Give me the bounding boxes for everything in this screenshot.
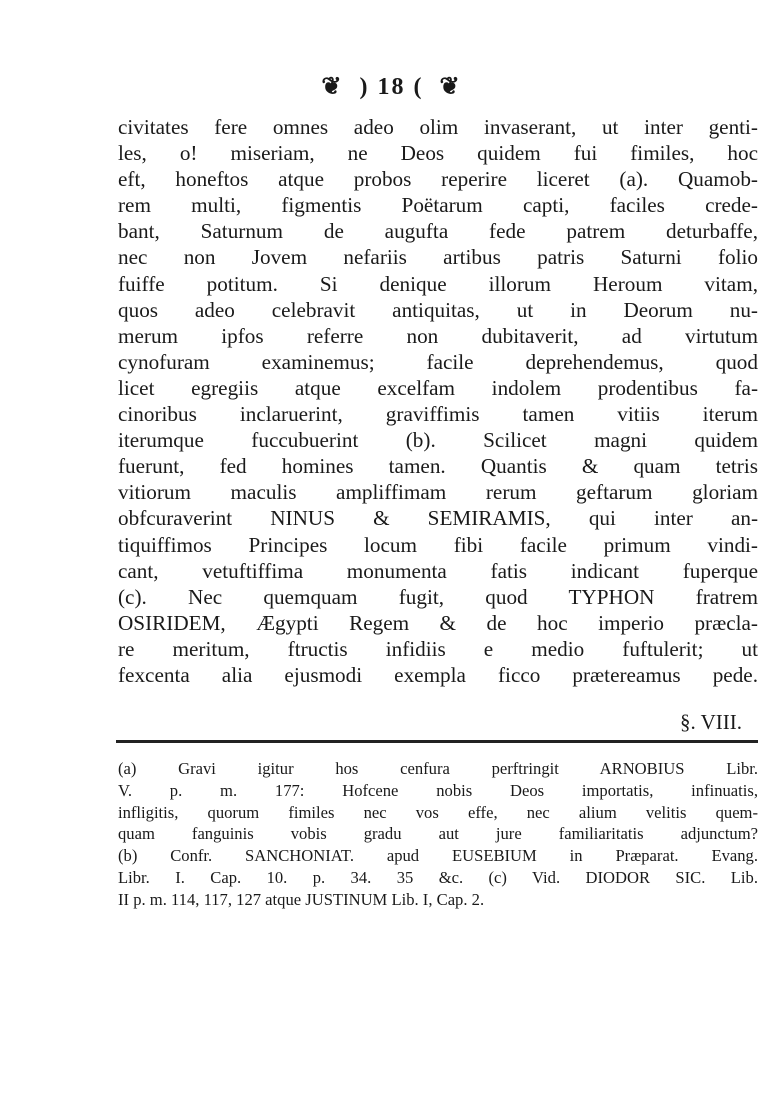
text-line: fexcenta alia ejusmodi exempla ficco prætereamus pede. xyxy=(118,662,758,687)
text-line: rem multi, figmentis Poëtarum capti, faciles crede- xyxy=(118,193,758,218)
left-ornament: ❦ xyxy=(321,74,344,100)
footnote-line: II p. m. 114, 117, 127 atque JUSTINUM Lib. I, Cap. 2. xyxy=(118,889,485,909)
footnote-divider xyxy=(116,740,758,743)
footnotes xyxy=(118,758,758,911)
footnote-line: (b) Confr. SANCHONIAT. apud EUSEBIUM in Præparat. Evang. xyxy=(118,846,758,866)
text-line: fuiffe potitum. Si denique illorum Heroum vitam, xyxy=(118,271,758,296)
text-line: merum ipfos referre non dubitaverit, ad virtutum xyxy=(118,323,758,348)
text-line: OSIRIDEM, Ægypti Regem & de hoc imperio præcla- xyxy=(118,610,758,635)
footnote-line: infligitis, quorum fimiles nec vos effe, nec alium velitis quem- xyxy=(118,802,758,822)
page-number: ) 18 ( xyxy=(359,74,424,100)
catchword: §. VIII. xyxy=(680,710,743,734)
text-line: cant, vetuftiffima monumenta fatis indicant fuperque xyxy=(118,558,758,583)
footnote-line: V. p. m. 177: Hofcene nobis Deos importatis, infinuatis, xyxy=(118,780,758,800)
text-line: licet egregiis atque excelfam indolem prodentibus fa- xyxy=(118,375,758,400)
text-line: nec non Jovem nefariis artibus patris Saturni folio xyxy=(118,245,758,270)
text-line: civitates fere omnes adeo olim invaserant, ut inter genti- xyxy=(118,115,758,139)
main-text xyxy=(118,114,758,688)
page-header xyxy=(0,72,783,101)
footnote-line: (a) Gravi igitur hos cenfura perftringit ARNOBIUS Libr. xyxy=(118,759,758,778)
text-line: cinoribus inclaruerint, graviffimis tamen vitiis iterum xyxy=(118,402,758,427)
footnote-line: quam fanguinis vobis gradu aut jure familiaritatis adjunctum? xyxy=(118,824,758,844)
text-line: quos adeo celebravit antiquitas, ut in Deorum nu- xyxy=(118,297,758,322)
text-line: re meritum, ftructis infidiis e medio fuftulerit; ut xyxy=(118,636,758,661)
text-line: eft, honeftos atque probos reperire liceret (a). Quamob- xyxy=(118,167,758,192)
text-line: fuerunt, fed homines tamen. Quantis & quam tetris xyxy=(118,454,758,479)
footnote-line: Libr. I. Cap. 10. p. 34. 35 &c. (c) Vid. DIODOR SIC. Lib. xyxy=(118,867,758,887)
text-line: (c). Nec quemquam fugit, quod TYPHON fratrem xyxy=(118,584,758,609)
text-line: tiquiffimos Principes locum fibi facile primum vindi- xyxy=(118,532,758,557)
right-ornament: ❦ xyxy=(439,74,462,100)
text-line: cynofuram examinemus; facile deprehendemus, quod xyxy=(118,349,758,374)
text-line: vitiorum maculis ampliffimam rerum geftarum gloriam xyxy=(118,480,758,505)
text-line: les, o! miseriam, ne Deos quidem fui fimiles, hoc xyxy=(118,141,758,166)
text-line: iterumque fuccubuerint (b). Scilicet magni quidem xyxy=(118,428,758,453)
text-line: obfcuraverint NINUS & SEMIRAMIS, qui inter an- xyxy=(118,506,758,531)
text-line: bant, Saturnum de augufta fede patrem deturbaffe, xyxy=(118,219,758,244)
